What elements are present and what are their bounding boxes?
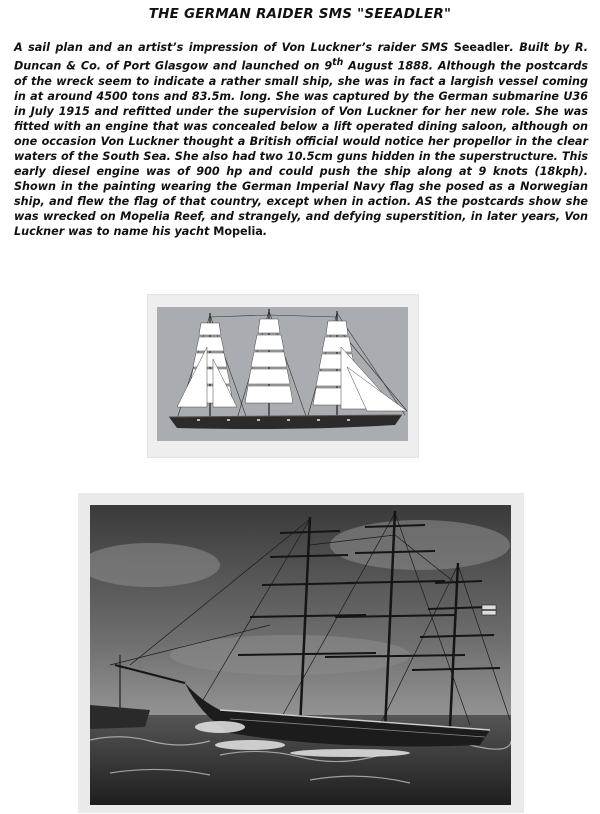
painting-figure (78, 493, 524, 813)
description-paragraph (14, 40, 588, 239)
text-part-4: . (262, 224, 268, 238)
sail-plan-image (157, 307, 408, 441)
sail-plan-figure (147, 294, 419, 458)
text-part-3: August 1888. Although the postcards of the wreck seem to indicate a rather small ship, she was in fact a largish vessel coming in at around 4500 tons and 83.5m. long. She was captured by the German submarine U36 in July 1915 and refitted under the supervision of Von Luckner for her new role. She was fitted with an engine that was concealed below a lift operated dining saloon, although on one occasion Von Luckner thought a British official would notice her propellor in the clear waters of the South Sea. She also had two 10.5cm guns hidden in the superstructure. This early diesel engine was of 900 hp and could push the ship along at 9 knots (18kph). Shown in the painting wearing the German Imperial Navy flag she posed as a Norwegian ship, and flew the flag of that country, except when in action. AS the postcards show she was wrecked on Mopelia Reef, and strangely, and defying superstition, in later years, Von Luckner was to name his yacht (14, 59, 588, 238)
painting-image (90, 505, 511, 805)
text-part-1: A sail plan and an artist’s impression of Von Luckner’s raider SMS (14, 41, 449, 54)
ship-name: Seeadler (453, 41, 510, 54)
text-part-2: . Built by R. Duncan & Co. of Port Glasgow and launched on 9 (14, 41, 588, 73)
sailing-ship-painting-icon (90, 505, 511, 805)
yacht-name: Mopelia (213, 224, 263, 238)
ordinal-suffix: th (332, 57, 344, 68)
sailing-ship-sail-plan-icon (157, 307, 408, 441)
page-title: THE GERMAN RAIDER SMS "SEEADLER" (148, 6, 452, 22)
